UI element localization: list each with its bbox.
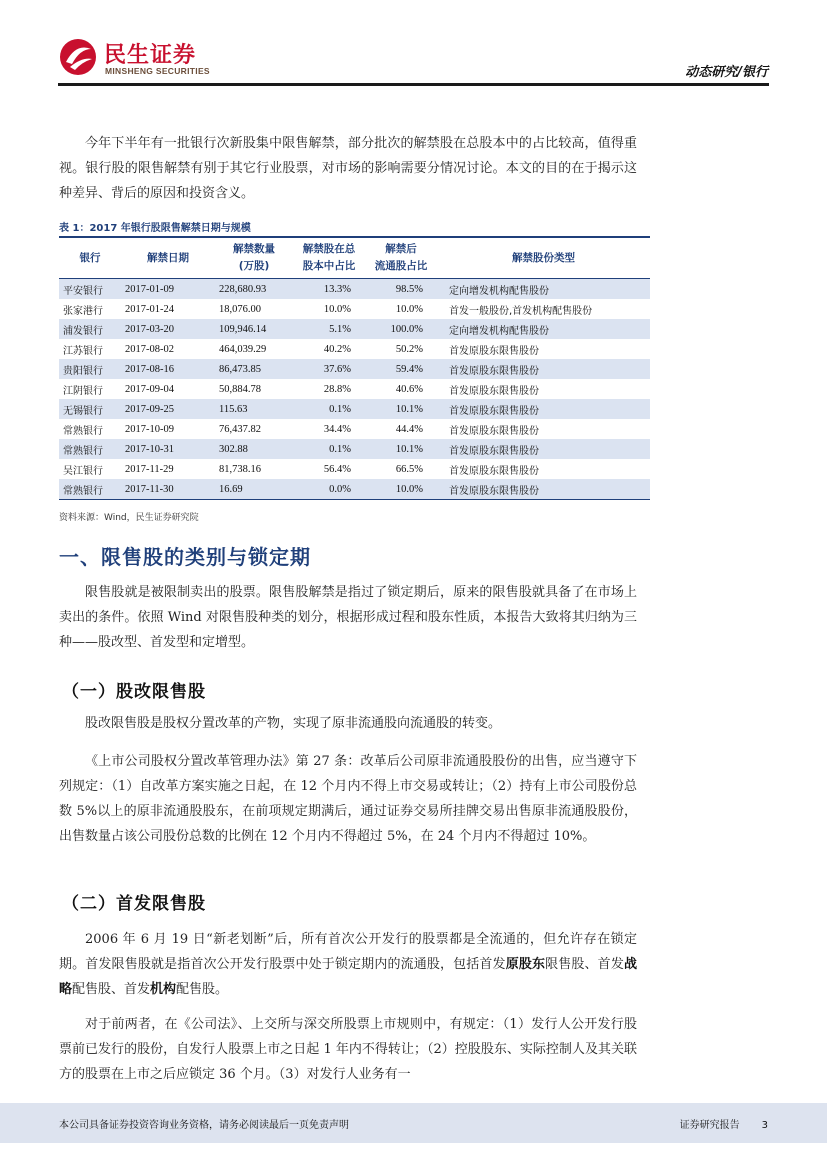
table-row	[59, 479, 650, 499]
table-cell: 常熟银行	[59, 439, 121, 459]
table-cell: 平安银行	[59, 279, 121, 300]
table-cell: 16.69	[215, 479, 293, 499]
table-cell: 66.5%	[395, 463, 423, 475]
table-cell: 228,680.93	[215, 279, 293, 300]
table-cell: 浦发银行	[59, 319, 121, 339]
page-number: 3	[761, 1120, 768, 1131]
logo-emblem-icon	[58, 37, 98, 77]
table-body	[59, 279, 650, 500]
table-cell: 81,738.16	[219, 463, 261, 475]
table-cell: 10.0%	[365, 479, 437, 499]
table-cell: 40.2%	[323, 343, 351, 355]
table-header-text: 流通股占比	[374, 260, 428, 272]
table-cell: 2017-03-20	[121, 319, 215, 339]
table-cell: 10.1%	[365, 439, 437, 459]
table-cell: 115.63	[215, 399, 293, 419]
equity-reform-paragraph-1: 股改限售股是股权分置改革的产物，实现了原非流通股向流通股的转变。	[85, 716, 502, 731]
table-header-text: 解禁后	[385, 243, 417, 255]
table-cell: 2017-11-30	[121, 479, 215, 499]
intro-paragraph: 今年下半年有一批银行次新股集中限售解禁，部分批次的解禁股在总股本中的占比较高，值得重视。银行股的限售解禁有别于其它行业股票，对市场的影响需要分情况讨论。本文的目的在于揭示这种差异、背后的原因和投资含义。	[59, 136, 637, 201]
table-cell: 0.1%	[293, 399, 365, 419]
table-cell: 首发原股东限售股份	[449, 425, 539, 437]
table-cell: 首发一般股份,首发机构配售股份	[449, 305, 593, 317]
table-cell: 2017-08-16	[121, 359, 215, 379]
footer-disclaimer: 本公司具备证券投资咨询业务资格，请务必阅读最后一页免责声明	[59, 1120, 349, 1131]
logo-english-name: MINSHENG SECURITIES	[105, 66, 210, 76]
table-cell: 2017-09-25	[121, 399, 215, 419]
table-cell: 张家港行	[63, 305, 103, 317]
table-cell: 98.5%	[365, 279, 437, 300]
table-cell: 464,039.29	[219, 343, 267, 355]
table-cell: 109,946.14	[215, 319, 293, 339]
table-cell: 0.1%	[293, 439, 365, 459]
table-header-cell	[293, 238, 365, 279]
table-row	[59, 399, 650, 419]
table-cell: 5.1%	[293, 319, 365, 339]
table-header-text: 股本中占比	[302, 260, 356, 272]
table-cell: 2017-09-04	[125, 383, 174, 395]
table-source: 资料来源：Wind，民生证券研究院	[59, 513, 199, 523]
table-header-cell	[437, 238, 650, 279]
table-cell: 无锡银行	[59, 399, 121, 419]
table-cell: 常熟银行	[63, 425, 103, 437]
table-cell: 18,076.00	[219, 303, 261, 315]
table-row	[59, 299, 650, 319]
table-header-cell	[59, 238, 121, 279]
table-cell: 2017-11-29	[125, 463, 174, 475]
table-header-text: 解禁股份类型	[512, 251, 575, 264]
emphasis-strategic: 战略	[59, 957, 637, 997]
table-row	[59, 279, 650, 300]
table-cell: 2017-08-02	[125, 343, 174, 355]
table-cell: 76,437.82	[219, 423, 261, 435]
table-header-cell	[215, 238, 293, 279]
table-cell: 2017-10-31	[121, 439, 215, 459]
table-cell: 吴江银行	[63, 465, 103, 477]
table-cell: 10.0%	[395, 303, 423, 315]
emphasis-original-shareholders: 原股东	[505, 957, 546, 972]
table-cell: 50,884.78	[219, 383, 261, 395]
table-cell: 首发原股东限售股份	[437, 359, 650, 379]
table-cell: 2017-10-09	[125, 423, 174, 435]
table-cell: 首发原股东限售股份	[437, 399, 650, 419]
table-cell: 常熟银行	[59, 479, 121, 499]
table-cell: 首发原股东限售股份	[437, 439, 650, 459]
subsection-title-ipo-restricted: （二）首发限售股	[62, 894, 206, 914]
table-header-text: 解禁日期	[147, 251, 189, 264]
logo-chinese-name: 民生证券	[104, 43, 197, 68]
table-row	[59, 339, 650, 359]
table-caption: 表 1：2017 年银行股限售解禁日期与规模	[59, 223, 251, 234]
equity-reform-paragraph-2: 《上市公司股权分置改革管理办法》第 27 条：改革后公司原非流通股股份的出售，应当遵守下列规定：（1）自改革方案实施之日起，在 12 个月内不得上市交易或转让；（2）持有上市公司股份总数 5%以上的原非流通股股东，在前项规定期满后，通过证券交易所挂牌交易出售原非流通股股份，出售数量占该公司股份总数的比例在 12 个月内不得超过 5%，在 24 个月内不得超过 10%。	[59, 754, 637, 844]
table-cell: 0.0%	[293, 479, 365, 499]
table-cell: 37.6%	[293, 359, 365, 379]
emphasis-institutional: 机构	[150, 982, 177, 997]
table-row	[59, 459, 650, 479]
table-header-text: 解禁股在总	[302, 243, 356, 255]
page-footer	[0, 1103, 827, 1143]
table-row	[59, 419, 650, 439]
unlock-schedule-table	[59, 238, 650, 499]
table-cell: 首发原股东限售股份	[449, 385, 539, 397]
table-cell: 10.1%	[365, 399, 437, 419]
subsection-title-equity-reform: （一）股改限售股	[62, 682, 206, 702]
table-cell: 28.8%	[323, 383, 351, 395]
table-header-cell	[121, 238, 215, 279]
table-cell: 2017-01-24	[125, 303, 174, 315]
table-header-text: (万股)	[238, 260, 270, 272]
table-cell: 302.88	[215, 439, 293, 459]
table-bottom-rule	[59, 499, 650, 500]
table-cell: 59.4%	[365, 359, 437, 379]
table-cell: 江苏银行	[63, 345, 103, 357]
ipo-restricted-paragraph-1: 2006 年 6 月 19 日“新老划断”后，所有首次公开发行的股票都是全流通的，但允许存在锁定期。首发限售股就是指首次公开发行股票中处于锁定期内的流通股，包括首发原股东限售股、首发战略配售股、首发机构配售股。	[59, 932, 637, 997]
section-title: 一、限售股的类别与锁定期	[59, 545, 311, 569]
table-header-text: 银行	[79, 251, 101, 264]
table-cell: 定向增发机构配售股份	[437, 279, 650, 300]
table-header-row	[59, 238, 650, 279]
table-cell: 10.0%	[323, 303, 351, 315]
table-cell: 50.2%	[395, 343, 423, 355]
table-cell: 40.6%	[395, 383, 423, 395]
table-cell: 34.4%	[323, 423, 351, 435]
ipo-restricted-paragraph-2: 对于前两者，在《公司法》、上交所与深交所股票上市规则中，有规定：（1）发行人公开发行股票前已发行的股份，自发行人股票上市之日起 1 年内不得转让；（2）控股股东、实际控制人及其关联方的股票在上市之后应锁定 36 个月。（3）对发行人业务有一	[59, 1017, 637, 1082]
table-cell: 定向增发机构配售股份	[437, 319, 650, 339]
table-header-text: 解禁数量	[233, 243, 275, 255]
footer-report-label: 证券研究报告	[679, 1120, 740, 1131]
document-type: 动态研究/银行	[685, 65, 768, 80]
table-cell: 56.4%	[323, 463, 351, 475]
page-header	[0, 0, 827, 90]
footer-right	[658, 1116, 768, 1131]
table-cell: 86,473.85	[215, 359, 293, 379]
header-divider	[58, 83, 769, 86]
table-cell: 44.4%	[395, 423, 423, 435]
company-logo	[58, 37, 268, 83]
section-paragraph: 限售股就是被限制卖出的股票。限售股解禁是指过了锁定期后，原来的限售股就具备了在市场上卖出的条件。依照 Wind 对限售股种类的划分，根据形成过程和股东性质，本报告大致将其归纳为三种——股改型、首发型和定增型。	[59, 585, 637, 650]
table-cell: 首发原股东限售股份	[437, 479, 650, 499]
table-cell: 首发原股东限售股份	[449, 465, 539, 477]
table-header-cell	[365, 238, 437, 279]
table-row	[59, 319, 650, 339]
table-row	[59, 379, 650, 399]
table-cell: 贵阳银行	[59, 359, 121, 379]
table-cell: 100.0%	[365, 319, 437, 339]
table-row	[59, 359, 650, 379]
table-cell: 江阴银行	[63, 385, 103, 397]
table-cell: 13.3%	[293, 279, 365, 300]
table-cell: 首发原股东限售股份	[449, 345, 539, 357]
table-row	[59, 439, 650, 459]
table-cell: 2017-01-09	[121, 279, 215, 300]
